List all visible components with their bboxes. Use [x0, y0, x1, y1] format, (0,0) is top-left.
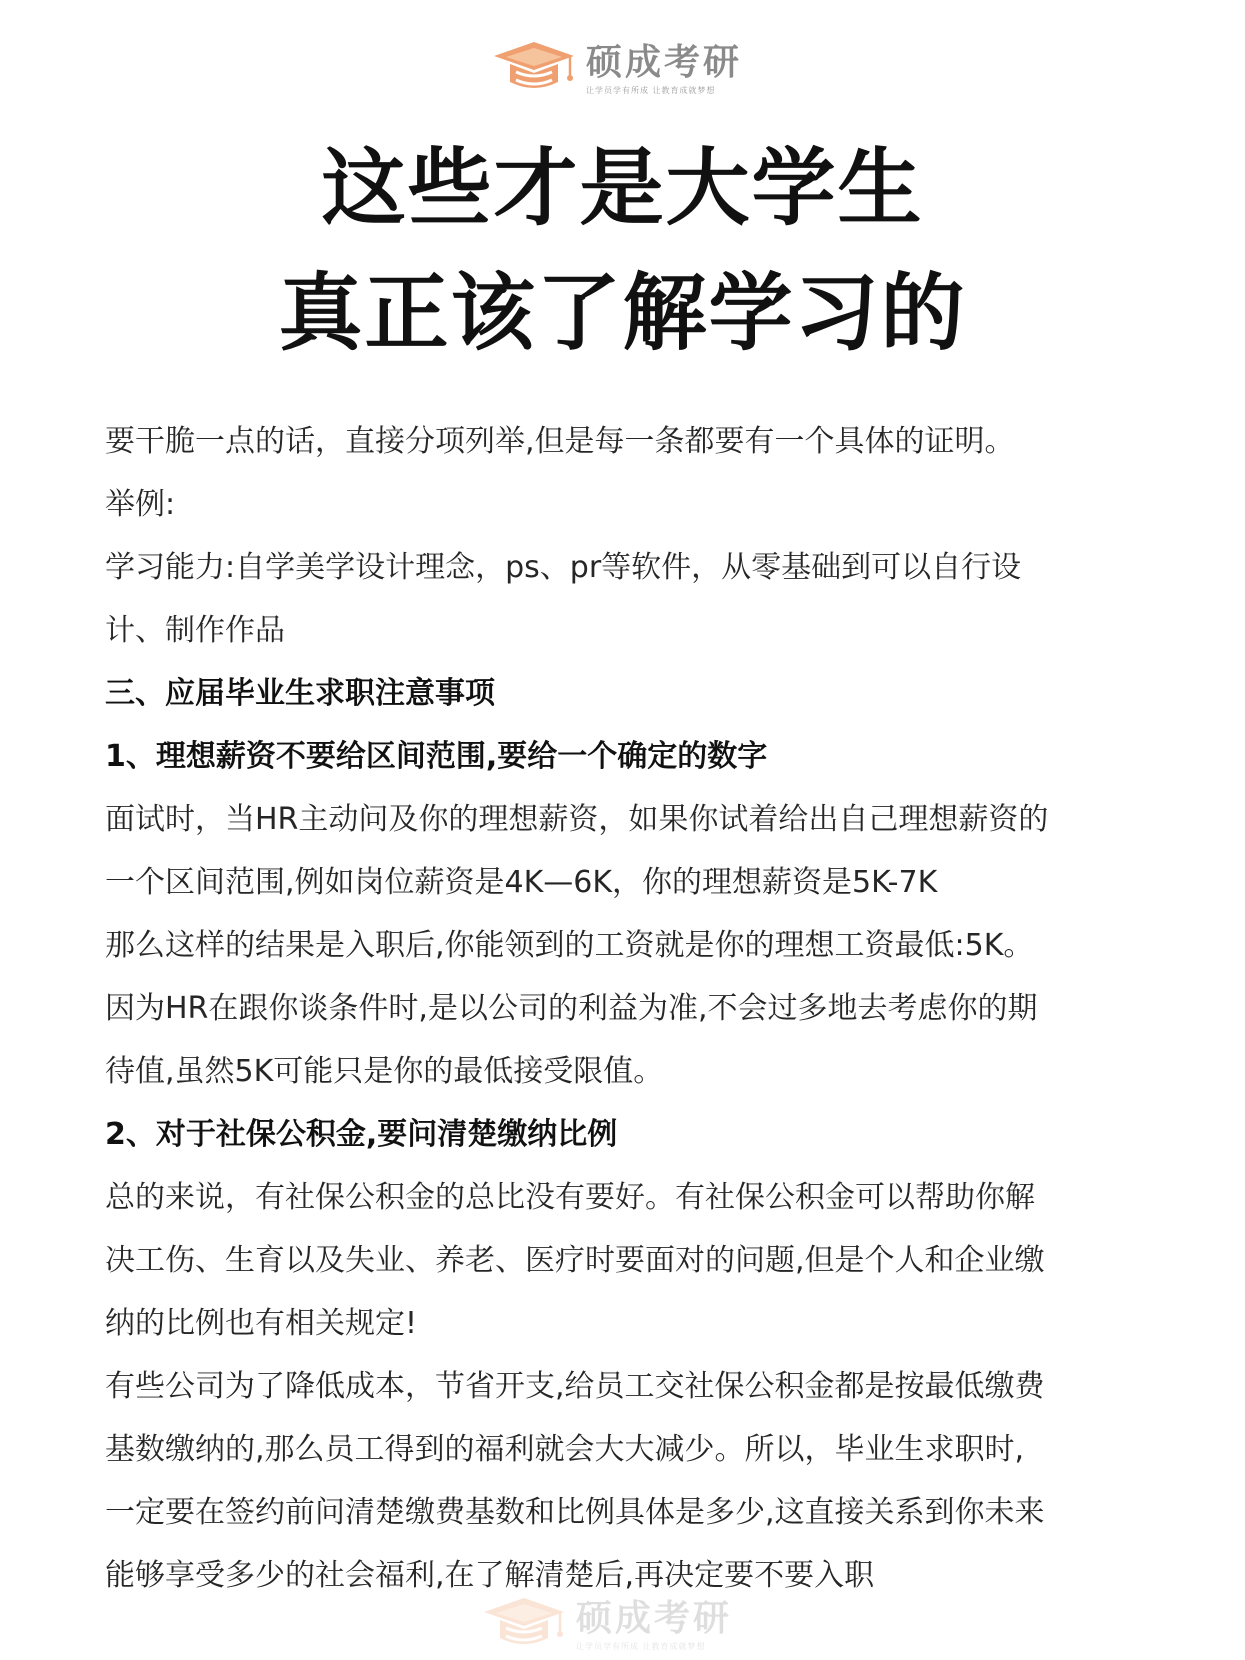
body-line: 能够享受多少的社会福利,在了解清楚后,再决定要不要入职	[105, 1558, 875, 1593]
watermark-logo	[482, 1594, 732, 1658]
page-title-line-2: 真正该了解学习的	[278, 264, 967, 362]
body-line: 基数缴纳的,那么员工得到的福利就会大大减少。所以，毕业生求职时,	[105, 1432, 1025, 1467]
brand-tagline: 让学员学有所成 让教育成就梦想	[576, 1642, 706, 1651]
article-body	[105, 410, 1165, 1607]
body-line: 学习能力:自学美学设计理念，ps、pr等软件，从零基础到可以自行设	[105, 550, 1022, 585]
body-line: 一个区间范围,例如岗位薪资是4K—6K，你的理想薪资是5K-7K	[105, 865, 938, 900]
brand-logo	[492, 38, 742, 102]
body-line: 纳的比例也有相关规定!	[105, 1306, 418, 1341]
body-line: 总的来说，有社保公积金的总比没有要好。有社保公积金可以帮助你解	[105, 1180, 1035, 1215]
body-line: 待值,虽然5K可能只是你的最低接受限值。	[105, 1054, 664, 1089]
body-line: 一定要在签约前问清楚缴费基数和比例具体是多少,这直接关系到你未来	[105, 1495, 1045, 1530]
body-line: 计、制作作品	[105, 613, 285, 648]
subsection-heading: 2、对于社保公积金,要问清楚缴纳比例	[105, 1117, 618, 1152]
body-line: 那么这样的结果是入职后,你能领到的工资就是你的理想工资最低:5K。	[105, 928, 1034, 963]
graduation-cap-icon	[482, 1594, 566, 1658]
brand-name: 硕成考研	[586, 42, 743, 83]
graduation-cap-icon	[492, 38, 576, 102]
body-line: 有些公司为了降低成本，节省开支,给员工交社保公积金都是按最低缴费	[105, 1369, 1045, 1404]
body-line: 要干脆一点的话，直接分项列举,但是每一条都要有一个具体的证明。	[105, 424, 1015, 459]
page-title-line-1: 这些才是大学生	[321, 139, 924, 237]
brand-tagline: 让学员学有所成 让教育成就梦想	[586, 86, 716, 95]
body-line: 因为HR在跟你谈条件时,是以公司的利益为准,不会过多地去考虑你的期	[105, 991, 1038, 1026]
body-line: 面试时，当HR主动问及你的理想薪资，如果你试着给出自己理想薪资的	[105, 802, 1049, 837]
brand-name: 硕成考研	[576, 1598, 733, 1639]
body-line: 决工伤、生育以及失业、养老、医疗时要面对的问题,但是个人和企业缴	[105, 1243, 1045, 1278]
subsection-heading: 1、理想薪资不要给区间范围,要给一个确定的数字	[105, 739, 768, 774]
body-line: 举例:	[105, 487, 176, 522]
section-heading: 三、应届毕业生求职注意事项	[105, 676, 495, 711]
